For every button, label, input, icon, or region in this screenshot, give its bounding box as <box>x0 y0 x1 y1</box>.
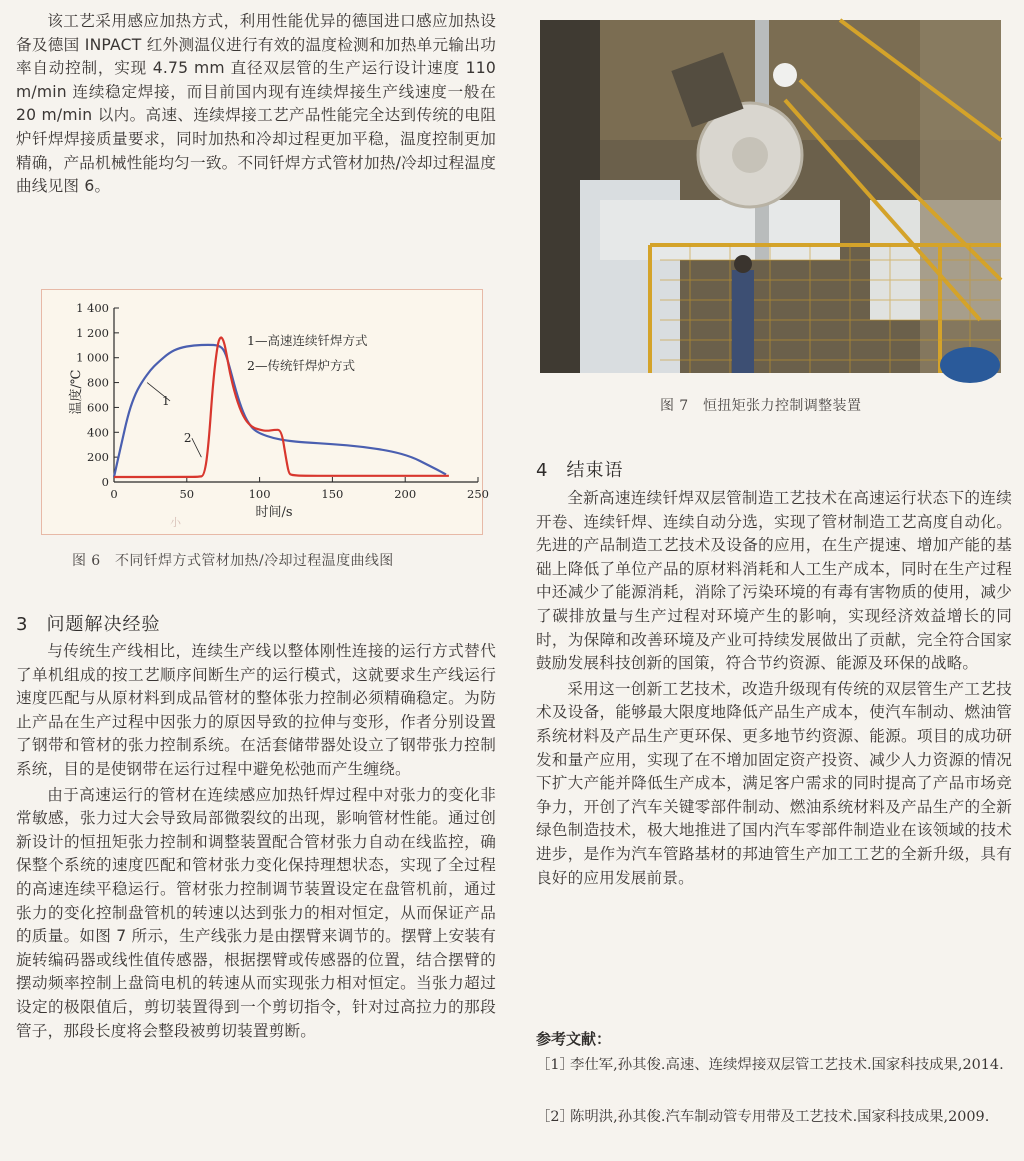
curve-annotations <box>147 383 201 458</box>
intro-paragraph <box>16 10 496 199</box>
x-tick-label: 100 <box>248 487 271 501</box>
y-tick-label: 400 <box>87 425 109 440</box>
reference-text: 陈明洪,孙其俊.汽车制动管专用带及工艺技术.国家科技成果,2009. <box>570 1109 990 1125</box>
section-4-body <box>536 487 1012 890</box>
annotation-leader-2 <box>192 438 201 457</box>
x-tick-label: 0 <box>110 487 118 501</box>
curve-label-1: 1 <box>162 393 170 408</box>
figure-7-caption: 图 7 恒扭矩张力控制调整装置 <box>660 398 862 414</box>
y-axis-label: 温度/℃ <box>69 369 84 415</box>
x-axis-ticks <box>110 477 489 501</box>
curve-label-2: 2 <box>183 431 192 446</box>
section-title: 结束语 <box>566 460 624 481</box>
temperature-curve-chart <box>42 290 489 534</box>
section-3-heading <box>16 610 160 636</box>
section-3-paragraph-2: 由于高速运行的管材在连续感应加热钎焊过程中对张力的变化非常敏感，张力过大会导致局部微裂纹的出现，影响管材性能。通过创新设计的恒扭矩张力控制和调整装置配合管材张力自动在线监控，确保整个系统的速度匹配和管材张力变化保持理想状态，实现了全过程的高速连续平稳运行。管材张力控制调节装置设定在盘管机前，通过张力的变化控制盘管机的转速以达到张力的相对恒定，从而保证产品的质量。如图 7 所示，生产线张力是由摆臂来调节的。摆臂上安装有旋转编码器或线性值传感器，根据摆臂或传感器的位置，结合摆臂的摆动频率控制上盘筒电机的转速从而实现张力相对恒定。当张力超过设定的极限值后，剪切装置得到一个剪切指令，针对过高拉力的那段管子，那段长度将会整段被剪切装置剪断。 <box>16 785 496 1040</box>
x-tick-label: 150 <box>321 487 344 501</box>
reference-1 <box>536 1053 1012 1077</box>
reference-tag: ［2］ <box>536 1109 574 1125</box>
figure-6-caption: 图 6 不同钎焊方式管材加热/冷却过程温度曲线图 <box>72 553 394 569</box>
y-tick-label: 200 <box>87 450 109 465</box>
tension-device-photo-illustration <box>540 20 1001 373</box>
y-tick-label: 1 400 <box>76 301 109 315</box>
section-3-body <box>16 640 496 1043</box>
section-3-paragraph-1: 与传统生产线相比，连续生产线以整体刚性连接的运行方式替代了单机组成的按工艺顺序间断生产的运行模式，这就要求生产线运行速度匹配与从原材料到成品管材的整体张力控制必须精确稳定。为防止产品在生产过程中因张力的原因导致的拉伸与变形，作者分别设置了钢带和管材的张力控制系统。在活套储带器处设立了钢带张力控制系统，目的是使钢带在运行过程中避免松弛而产生缠绕。 <box>16 642 496 778</box>
reference-tag: ［1］ <box>536 1057 574 1073</box>
legend-entry-1: 1—高速连续钎焊方式 <box>247 333 368 348</box>
x-tick-label: 200 <box>394 487 417 501</box>
section-4-paragraph-1: 全新高速连续钎焊双层管制造工艺技术在高速运行状态下的连续开卷、连续钎焊、连续自动分选，实现了管材制造工艺高度自动化。先进的产品制造工艺技术及设备的应用，在生产提速、增加产能的基础上降低了单位产品的原材料消耗和人工生产成本，同时在生产过程中还减少了能源消耗，消除了污染环境的有毒有害物质的使用，减少了碳排放量与生产过程对环境产生的影响，实现经济效益增长的同时，为保障和改善环境及产业可持续发展做出了贡献，完全符合国家鼓励发展科技创新的国策，符合节约资源、能源及环保的战略。 <box>536 489 1012 673</box>
y-tick-label: 0 <box>101 475 109 489</box>
section-number: 3 <box>16 614 29 635</box>
x-axis-label: 时间/s <box>255 505 293 520</box>
figure-7-photo <box>540 20 1001 373</box>
reference-text: 李仕军,孙其俊.高速、连续焊接双层管工艺技术.国家科技成果,2014. <box>570 1057 1004 1073</box>
faint-watermark: 小 <box>170 516 181 529</box>
y-tick-label: 800 <box>87 375 109 390</box>
legend-entry-2: 2—传统钎焊炉方式 <box>247 358 355 373</box>
reference-2 <box>536 1105 1012 1129</box>
paragraph-text: 该工艺采用感应加热方式，利用性能优异的德国进口感应加热设备及德国 INPACT 红外测温仪进行有效的温度检测和加热单元输出功率自动控制，实现 4.75 mm 直径双层管的生产运行设计速度 110 m/min 连续稳定焊接，而目前国内现有连续焊接生产线速度一般在 20 m/min 以内。高速、连续焊接工艺产品性能完全达到传统的电阻炉钎焊焊接质量要求，同时加热和冷却过程更加平稳，温度控制更加精确，产品机械性能均匀一致。不同钎焊方式管材加热/冷却过程温度曲线见图 6。 <box>16 12 496 196</box>
references-heading: 参考文献： <box>536 1030 612 1048</box>
section-number: 4 <box>536 460 549 481</box>
y-tick-label: 1 200 <box>76 325 109 340</box>
y-tick-label: 600 <box>87 400 109 415</box>
x-tick-label: 50 <box>179 487 195 501</box>
section-4-paragraph-2: 采用这一创新工艺技术，改造升级现有传统的双层管生产工艺技术及设备，能够最大限度地降低产品生产成本，使汽车制动、燃油管系统材料及产品生产更环保、更多地节约资源、能源。项目的成功研发和量产应用，实现了在不增加固定资产投资、减少人力资源的情况下扩大产能并降低生产成本，满足客户需求的同时提高了产品市场竞争力，开创了汽车关键零部件制动、燃油系统材料及产品生产的全新绿色制造技术，极大地推进了国内汽车零部件制造业在该领域的技术进步，是作为汽车管路基材的邦迪管生产加工工艺的全新升级，具有良好的应用发展前景。 <box>536 679 1012 887</box>
figure-6-chart <box>41 289 489 535</box>
section-4-heading <box>536 456 623 482</box>
x-tick-label: 250 <box>467 487 489 501</box>
y-tick-label: 1 000 <box>76 350 109 365</box>
section-title: 问题解决经验 <box>46 614 161 635</box>
